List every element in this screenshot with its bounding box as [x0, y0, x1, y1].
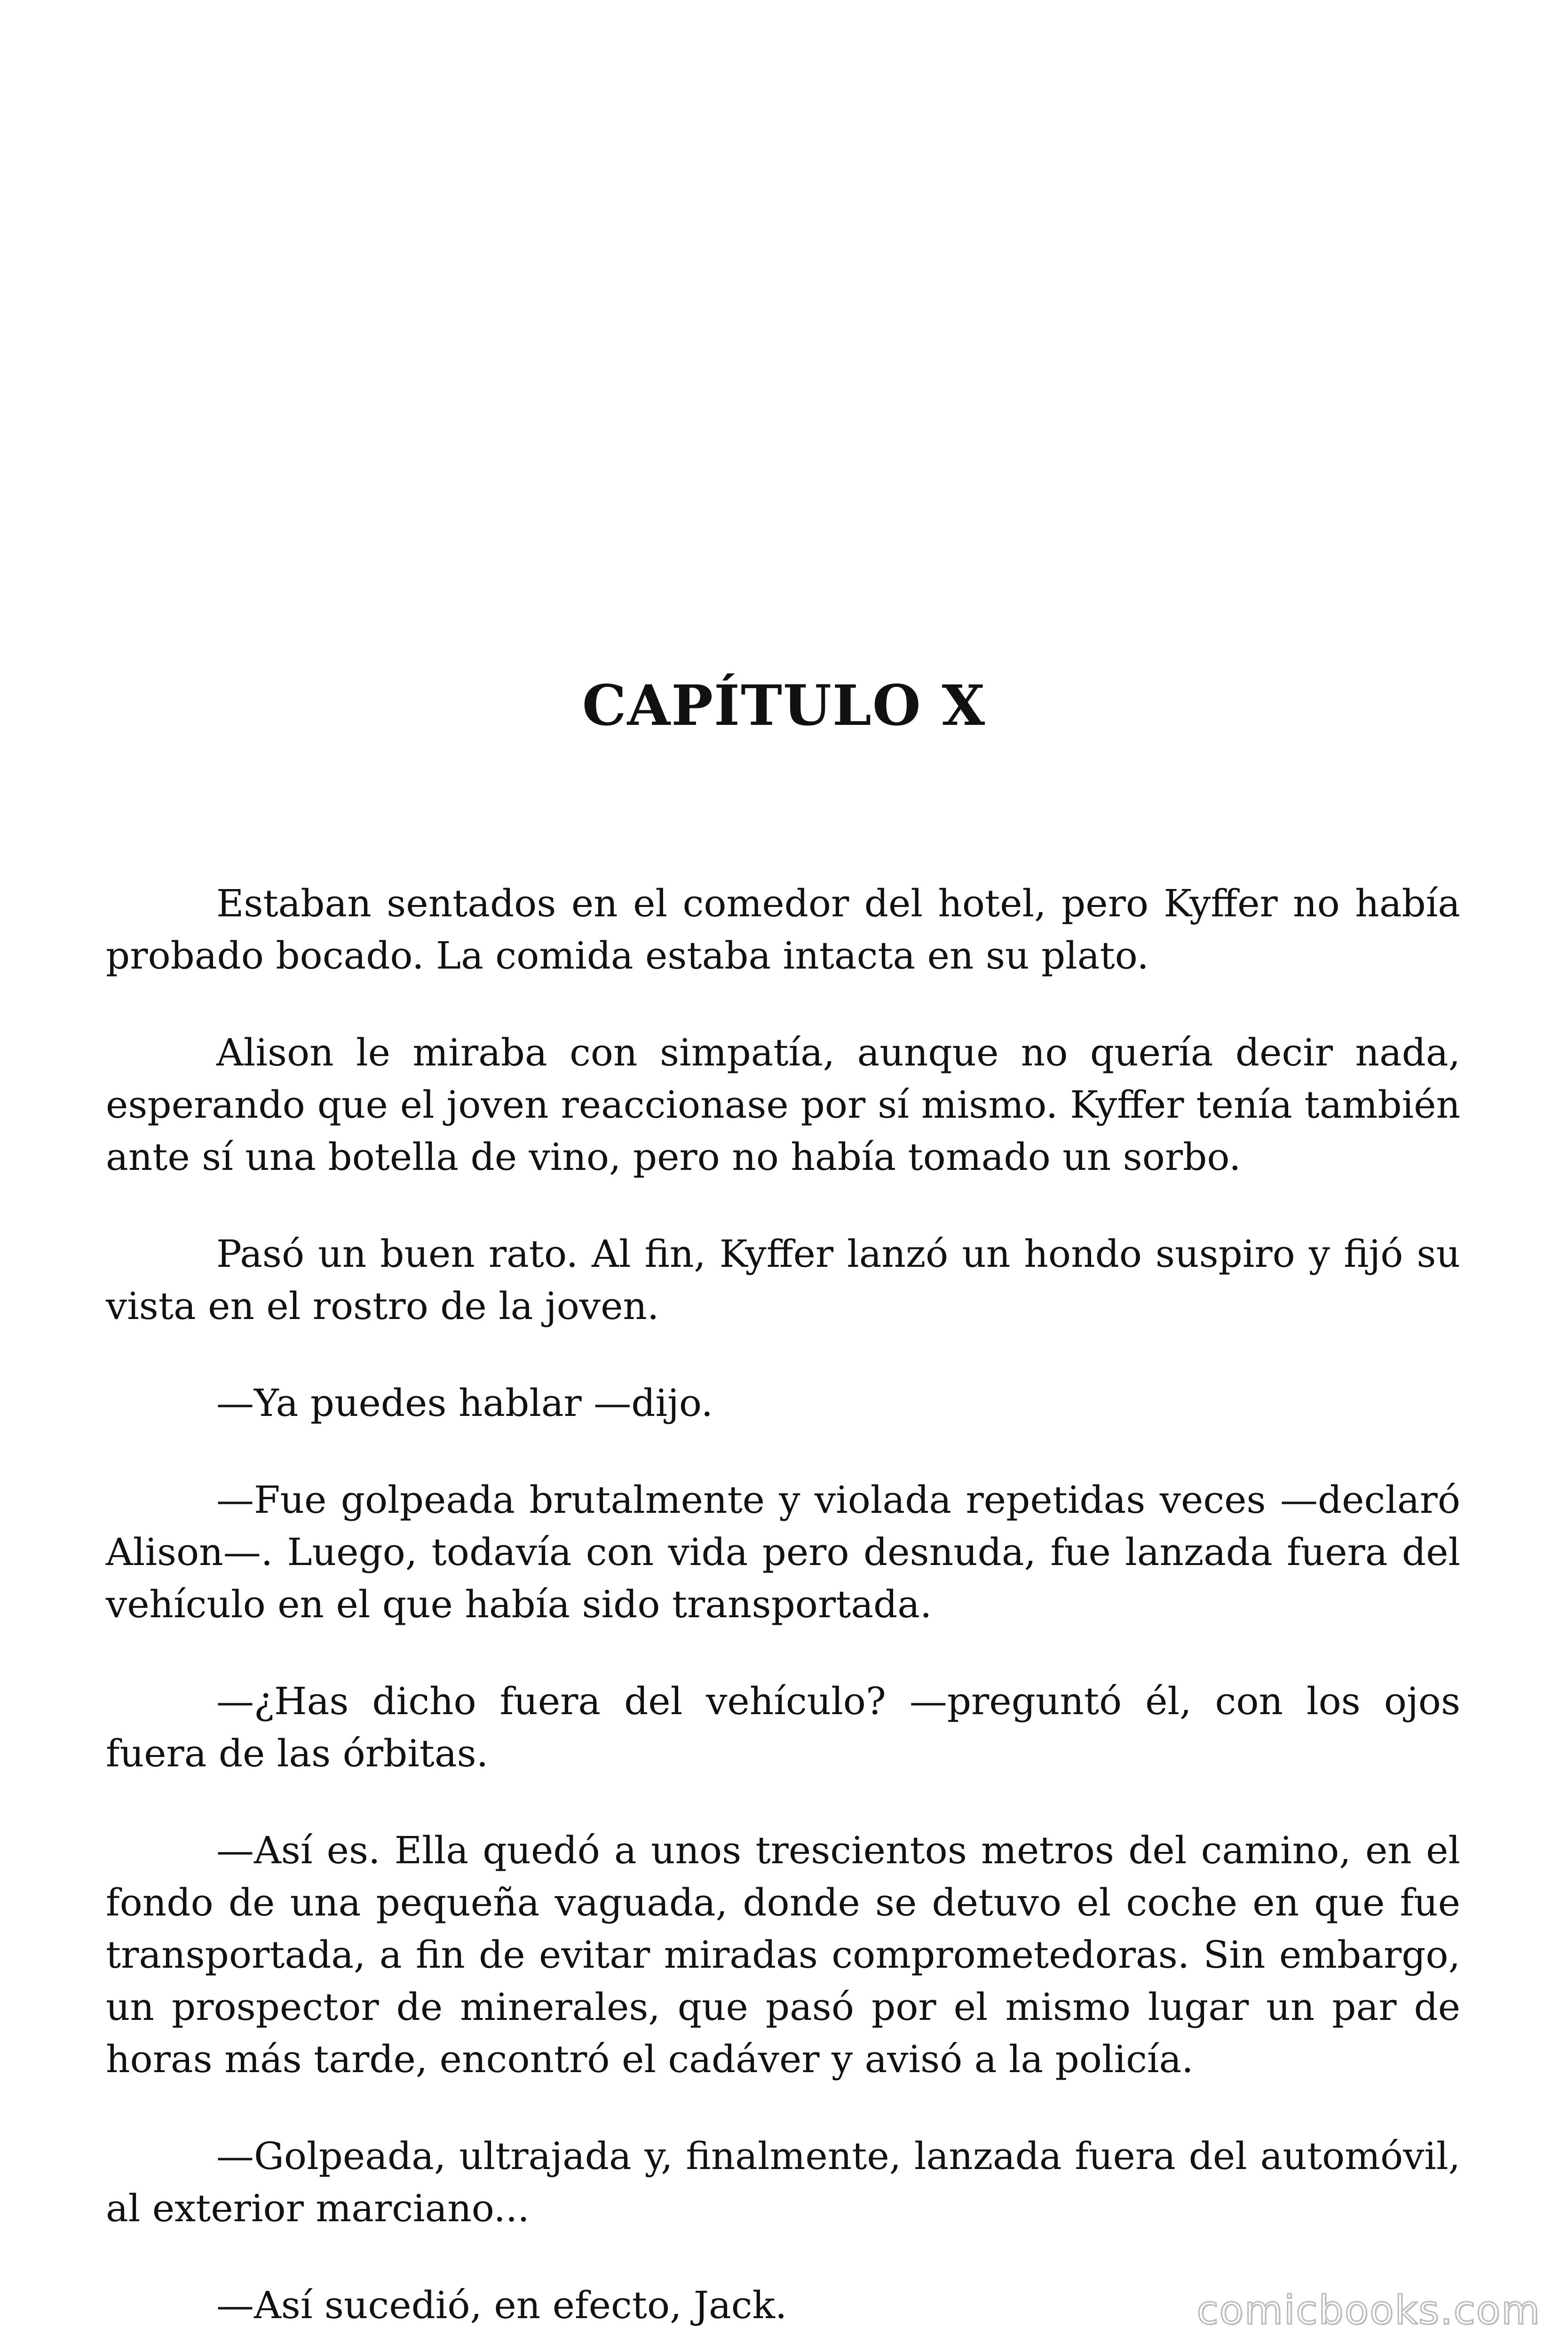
paragraph: —Fue golpeada brutalmente y violada repetidas veces —declaró Alison—. Luego, todavía con vida pero desnuda, fue lanzada fuera del vehículo en el que había sido transportada. — [106, 1478, 1460, 1626]
paragraph: —Ya puedes hablar —dijo. — [216, 1381, 713, 1425]
paragraph: —¿Has dicho fuera del vehículo? —preguntó él, con los ojos fuera de las órbitas. — [106, 1679, 1460, 1775]
paragraph: Estaban sentados en el comedor del hotel, pero Kyffer no había probado bocado. La comida estaba intacta en su plato. — [106, 882, 1460, 977]
paragraph: Pasó un buen rato. Al fin, Kyffer lanzó un hondo suspiro y fijó su vista en el rostro de la joven. — [106, 1232, 1460, 1328]
chapter-body — [106, 877, 1460, 2352]
chapter-title: CAPÍTULO X — [582, 673, 986, 738]
watermark: comicbooks.com — [1196, 2287, 1541, 2333]
paragraph: Alison le miraba con simpatía, aunque no quería decir nada, esperando que el joven reaccionase por sí mismo. Kyffer tenía también ante sí una botella de vino, pero no había tomado un sorbo. — [106, 1031, 1460, 1179]
paragraph: —Así sucedió, en efecto, Jack. — [216, 2283, 787, 2327]
paragraph: —Golpeada, ultrajada y, finalmente, lanzada fuera del automóvil, al exterior marciano... — [106, 2134, 1460, 2230]
paragraph: —Así es. Ella quedó a unos trescientos metros del camino, en el fondo de una pequeña vaguada, donde se detuvo el coche en que fue transportada, a fin de evitar miradas comprometedoras. Sin embargo, un prospector de minerales, que pasó por el mismo lugar un par de horas más tarde, encontró el cadáver y avisó a la policía. — [106, 1828, 1460, 2081]
